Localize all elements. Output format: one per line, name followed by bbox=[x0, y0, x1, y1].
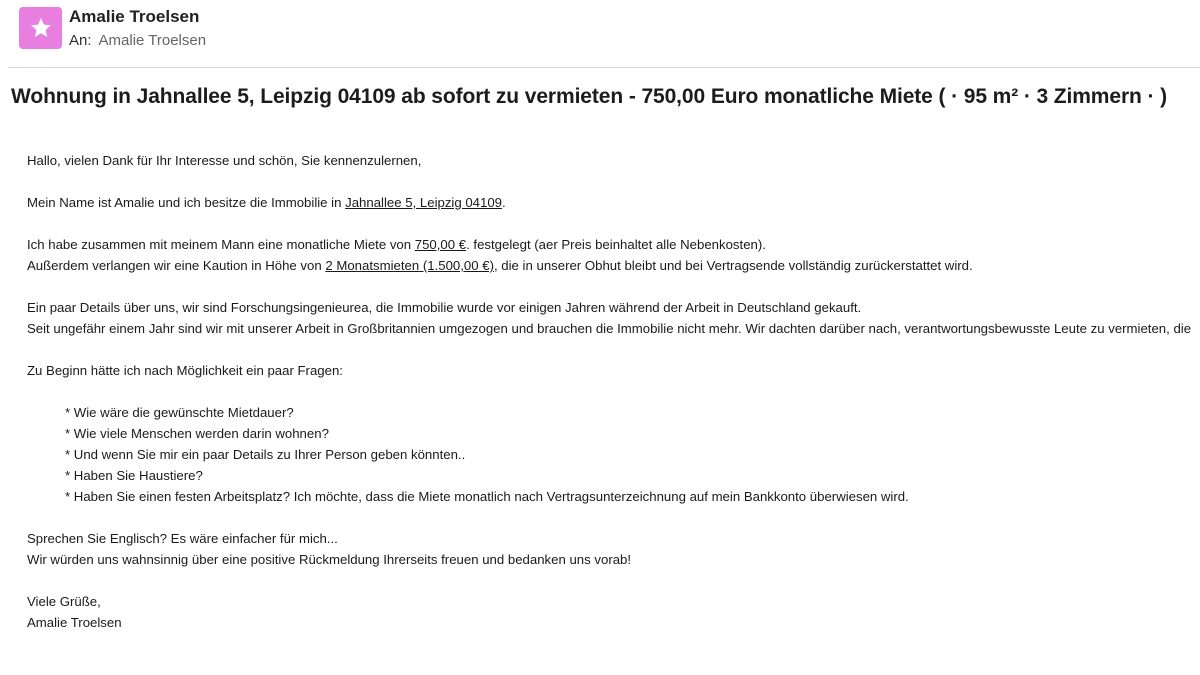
rent-amount-link[interactable]: 750,00 € bbox=[414, 237, 467, 252]
question-item: * Wie viele Menschen werden darin wohnen? bbox=[65, 426, 329, 441]
relocation-text: Seit ungefähr einem Jahr sind wir mit unserer Arbeit in Großbritannien umgezogen und brauchen die Immobilie nicht mehr. Wir dachten darüber nach, verantwortungsbewusste Leute zu vermieten, die bbox=[27, 321, 1192, 336]
email-header bbox=[0, 0, 1200, 68]
deposit-text-end: , die in unserer Obhut bleibt und bei Vertragsende vollständig zurückerstattet wird. bbox=[493, 258, 973, 273]
header-divider bbox=[8, 67, 1200, 68]
rent-text: Ich habe zusammen mit meinem Mann eine monatliche Miete von bbox=[27, 237, 415, 252]
deposit-amount-link[interactable]: 2 Monatsmieten (1.500,00 €) bbox=[325, 258, 494, 273]
intro-text-end: . bbox=[502, 195, 506, 210]
question-item: * Haben Sie Haustiere? bbox=[65, 468, 203, 483]
thanks-text: Wir würden uns wahnsinnig über eine positive Rückmeldung Ihrerseits freuen und bedanken uns vorab! bbox=[27, 552, 632, 567]
address-link[interactable]: Jahnallee 5, Leipzig 04109 bbox=[345, 195, 503, 210]
rent-text-end: . festgelegt (aer Preis beinhaltet alle Nebenkosten). bbox=[466, 237, 766, 252]
avatar[interactable] bbox=[19, 7, 62, 49]
recipient-name[interactable]: Amalie Troelsen bbox=[98, 32, 207, 49]
intro-text: Mein Name ist Amalie und ich besitze die Immobilie in bbox=[27, 195, 346, 210]
closing-text: Viele Grüße, bbox=[27, 594, 101, 609]
email-body bbox=[27, 150, 1200, 633]
question-item: * Haben Sie einen festen Arbeitsplatz? Ich möchte, dass die Miete monatlich nach Vertragsunterzeichnung auf mein Bankkonto überwiesen wird. bbox=[65, 489, 909, 504]
sender-name[interactable]: Amalie Troelsen bbox=[69, 7, 200, 26]
question-item: * Und wenn Sie mir ein paar Details zu Ihrer Person geben könnten.. bbox=[65, 447, 466, 462]
rent-paragraph bbox=[27, 234, 1200, 255]
recipient-line bbox=[69, 32, 206, 49]
email-subject: Wohnung in Jahnallee 5, Leipzig 04109 ab sofort zu vermieten - 750,00 Euro monatliche Miete ( · 95 m² · 3 Zimmern · ) bbox=[11, 85, 1168, 108]
intro-paragraph bbox=[27, 192, 1200, 213]
question-item: * Wie wäre die gewünschte Mietdauer? bbox=[65, 405, 294, 420]
signature-text: Amalie Troelsen bbox=[27, 615, 122, 630]
questions-intro: Zu Beginn hätte ich nach Möglichkeit ein paar Fragen: bbox=[27, 363, 343, 378]
deposit-text: Außerdem verlangen wir eine Kaution in Höhe von bbox=[27, 258, 326, 273]
star-icon bbox=[29, 16, 53, 40]
deposit-paragraph bbox=[27, 255, 1200, 276]
greeting-text: Hallo, vielen Dank für Ihr Interesse und schön, Sie kennenzulernen, bbox=[27, 153, 422, 168]
english-question: Sprechen Sie Englisch? Es wäre einfacher für mich... bbox=[27, 531, 338, 546]
details-text: Ein paar Details über uns, wir sind Forschungsingenieurea, die Immobilie wurde vor einigen Jahren während der Arbeit in Deutschland gekauft. bbox=[27, 300, 862, 315]
to-label: An: bbox=[69, 32, 92, 49]
